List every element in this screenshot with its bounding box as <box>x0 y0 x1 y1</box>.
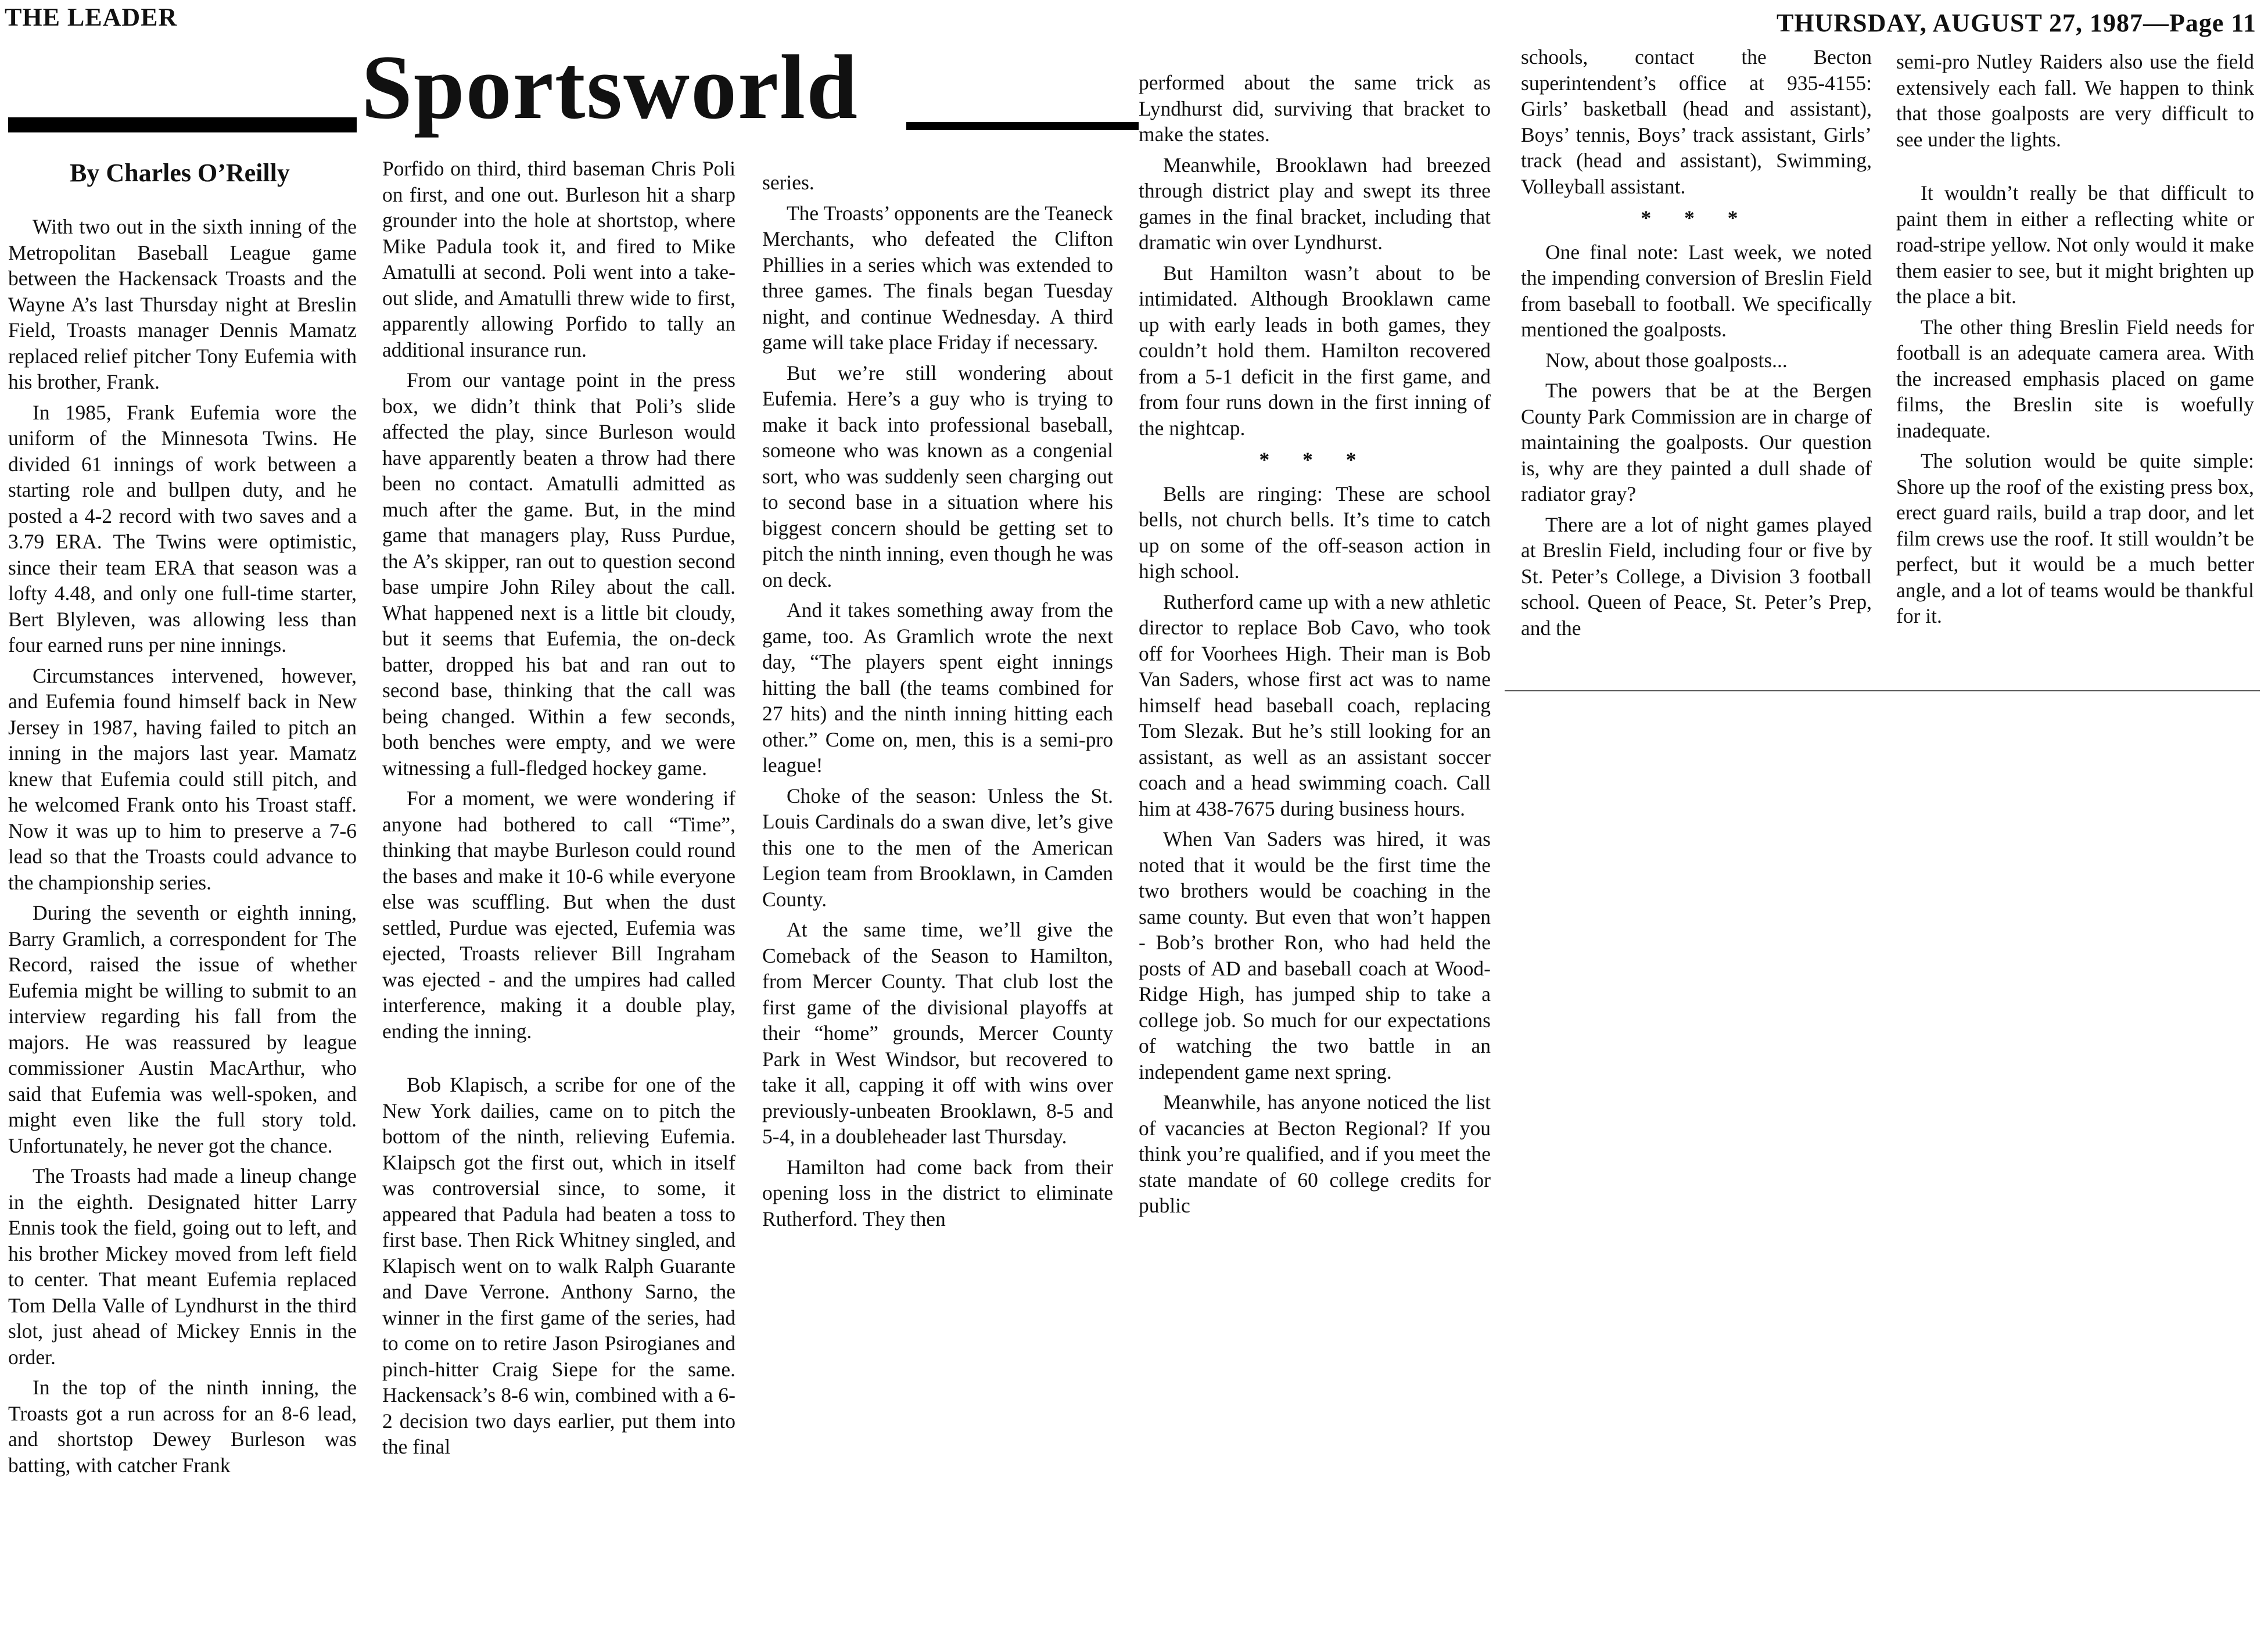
article-end-rule <box>1505 690 2260 691</box>
header-rule-right <box>906 122 1139 130</box>
paragraph: But Hamilton wasn’t about to be intimidated. Although Brooklawn came up with early leads in both games, they couldn’t hold them. Hamilton recovered from a 5-1 deficit in the first game, and from four runs down in the first inning of the nightcap. <box>1139 261 1491 440</box>
article-column-5 <box>1521 44 1872 645</box>
paragraph: The Troasts had made a lineup change in the eighth. Designated hitter Larry Ennis took the field, going out to left, and his brother Mickey moved from left field to center. That meant Eufemia replaced Tom Della Valle of Lyndhurst in the third slot, just ahead of Mickey Ennis in the order. <box>8 1164 357 1369</box>
paragraph: The other thing Breslin Field needs for football is an adequate camera area. With the increased emphasis placed on game films, the Breslin site is woefully inadequate. <box>1896 315 2254 442</box>
paragraph: It wouldn’t really be that difficult to paint them in either a reflecting white or road-stripe yellow. Not only would it make them easier to see, but it might brighten up the place a bit. <box>1896 181 2254 308</box>
paragraph: In the top of the ninth inning, the Troasts got a run across for an 8-6 lead, and shortstop Dewey Burleson was batting, with catcher Frank <box>8 1376 357 1477</box>
masthead-paper-name: THE LEADER <box>5 3 178 31</box>
paragraph: Now, about those goalposts... <box>1545 348 1788 372</box>
section-separator: * * * <box>1259 448 1370 471</box>
paragraph: The solution would be quite simple: Shore up the roof of the existing press box, erect guard rails, build a trap door, and let film crews use the roof. It still wouldn’t be perfect, but it would be a much better angle, and a lot of teams would be thankful for it. <box>1896 449 2254 627</box>
article-column-1 <box>8 214 357 1483</box>
paragraph: There are a lot of night games played at Breslin Field, including four or five by St. Peter’s College, a Division 3 football school. Queen of Peace, St. Peter’s Prep, and the <box>1521 512 1872 640</box>
paragraph: Hamilton had come back from their opening loss in the district to eliminate Rutherford. They then <box>762 1155 1113 1230</box>
paragraph: The powers that be at the Bergen County Park Commission are in charge of maintaining the goalposts. Our question is, why are they painted a dull shade of radiator gray? <box>1521 379 1872 505</box>
paragraph: At the same time, we’ll give the Comeback of the Season to Hamilton, from Mercer County. That club lost the first game of the divisional playoffs at their “home” grounds, Mercer County Park in West Windsor, but recovered to take it all, capping it off with wins over previously-unbeaten Brooklawn, 8-5 and 5-4, in a doubleheader last Thursday. <box>762 918 1113 1148</box>
paragraph: When Van Saders was hired, it was noted that it would be the first time the two brothers would be coaching in the same county. But even that won’t happen - Bob’s brother Ron, who had held the posts of AD and baseball coach at Wood-Ridge High, has jumped ship to take a college job. So much for our expectations of watching the two battle in an independent game next spring. <box>1139 827 1491 1084</box>
paragraph: Meanwhile, has anyone noticed the list of vacancies at Becton Regional? If you think you’re qualified, and if you meet the state mandate of 60 college credits for public <box>1139 1090 1491 1217</box>
paragraph: semi-pro Nutley Raiders also use the field extensively each fall. We happen to think that those goalposts are very difficult to see under the lights. <box>1896 50 2254 151</box>
paragraph: Meanwhile, Brooklawn had breezed through district play and swept its three games in the final bracket, including that dramatic win over Lyndhurst. <box>1139 153 1491 254</box>
paragraph: During the seventh or eighth inning, Barry Gramlich, a correspondent for The Record, raised the issue of whether Eufemia might be willing to submit to an interview regarding his fall from the majors. He was reassured by league commissioner Austin MacArthur, who said that Eufemia was well-spoken, and might even like the full story told. Unfortunately, he never got the chance. <box>8 901 357 1157</box>
paragraph: Porfido on third, third baseman Chris Poli on first, and one out. Burleson hit a sharp grounder into the hole at shortstop, where Mike Padula took it, and fired to Mike Amatulli at second. Poli went into a take-out slide, and Amatulli threw wide to first, apparently allowing Porfido to tally an additional insurance run. <box>382 157 735 361</box>
article-column-3 <box>762 170 1113 1236</box>
paragraph: Bells are ringing: These are school bells, not church bells. It’s time to catch up on some of the off-season action in high school. <box>1139 482 1491 583</box>
paragraph: Bob Klapisch, a scribe for one of the New York dailies, came on to pitch the bottom of the ninth, relieving Eufemia. Klaipsch got the first out, which in itself was controversial since, to some, it appeared that Padula had beaten a toss to first base. Then Rick Whitney singled, and Klapisch went on to walk Ralph Guarante and Dave Verrone. Anthony Sarno, the winner in the first game of the series, had to come on to retire Jason Psirogianes and pinch-hitter Craig Siepe for the same. Hackensack’s 8-6 win, combined with a 6-2 decision two days earlier, put them into the final <box>382 1073 735 1458</box>
section-separator: * * * <box>1641 206 1752 229</box>
paragraph: From our vantage point in the press box, we didn’t think that Poli’s slide affected the play, since Burleson would have apparently beaten a throw had there been no contact. Amatulli admitted as much after the game. But, in the mind game that managers play, Russ Purdue, the A’s skipper, ran out to question second base umpire John Riley about the call. What happened next is a little bit cloudy, but it seems that Eufemia, the on-deck batter, dropped his bat and ran out to second base, thinking that the call was being changed. Within a few seconds, both benches were empty, and we were witnessing a full-fledged hockey game. <box>382 368 735 780</box>
masthead-dateline: THURSDAY, AUGUST 27, 1987—Page 11 <box>1777 9 2256 37</box>
paragraph: Circumstances intervened, however, and Eufemia found himself back in New Jersey in 1987, having failed to pitch an inning in the majors last year. Mamatz knew that Eufemia could still pitch, and he welcomed Frank onto his Troast staff. Now it was up to him to preserve a 7-6 lead so that the Troasts could advance to the championship series. <box>8 663 357 894</box>
paragraph: With two out in the sixth inning of the Metropolitan Baseball League game between the Hackensack Troasts and the Wayne A’s last Thursday night at Breslin Field, Troasts manager Dennis Mamatz replaced relief pitcher Tony Eufemia with his brother, Frank. <box>8 215 357 393</box>
paragraph: For a moment, we were wondering if anyone had bothered to call “Time”, thinking that maybe Burleson could round the bases and make it 10-6 while everyone else was scuffling. But when the dust settled, Purdue was ejected, Eufemia was ejected, Troasts reliever Bill Ingraham was ejected - and the umpires had called interference, making it a double play, ending the inning. <box>382 787 735 1043</box>
paragraph: The Troasts’ opponents are the Teaneck Merchants, who defeated the Clifton Phillies in a series which was extended to three games. The finals began Tuesday night, and continue Wednesday. A third game will take place Friday if necessary. <box>762 201 1113 354</box>
article-column-4 <box>1139 70 1491 1224</box>
paragraph: series. <box>762 171 814 194</box>
column-title: Sportsworld <box>361 37 859 138</box>
paragraph: schools, contact the Becton superintendent’s office at 935-4155: Girls’ basketball (head and assistant), Boys’ tennis, Boys’ track assistant, Girls’ track (head and assistant), Swimming, Volleyball assistant. <box>1521 45 1872 198</box>
article-column-6 <box>1896 49 2254 634</box>
article-column-2 <box>382 156 735 1465</box>
paragraph: Choke of the season: Unless the St. Louis Cardinals do a swan dive, let’s give this one to the men of the American Legion team from Brooklawn, in Camden County. <box>762 784 1113 911</box>
paragraph: performed about the same trick as Lyndhurst did, surviving that bracket to make the states. <box>1139 71 1491 146</box>
paragraph: But we’re still wondering about Eufemia. Here’s a guy who is trying to make it back into professional baseball, someone who was known as a congenial sort, who was suddenly seen charging out to second base in a situation where his biggest concern should be getting set to pitch the ninth inning, even though he was on deck. <box>762 361 1113 591</box>
paragraph: One final note: Last week, we noted the impending conversion of Breslin Field from baseball to football. We specifically mentioned the goalposts. <box>1521 240 1872 341</box>
paragraph: And it takes something away from the game, too. As Gramlich wrote the next day, “The players spent eight innings hitting the ball (the teams combined for 27 hits) and the ninth inning hitting each other.” Come on, men, this is a semi-pro league! <box>762 598 1113 777</box>
header-rule-left <box>8 117 357 132</box>
byline: By Charles O’Reilly <box>70 159 290 187</box>
paragraph: In 1985, Frank Eufemia wore the uniform of the Minnesota Twins. He divided 61 innings of work between a starting role and bullpen duty, and he posted a 4-2 record with two saves and a 3.79 ERA. The Twins were optimistic, since their team ERA that season was a lofty 4.48, and only one full-time starter, Bert Blyleven, was allowing less than four earned runs per nine innings. <box>8 400 357 656</box>
paragraph: Rutherford came up with a new athletic director to replace Bob Cavo, who took off for Voorhees High. Their man is Bob Van Saders, whose first act was to name himself head baseball coach, replacing Tom Slezak. But he’s still looking for an assistant, as well as an assistant soccer coach and a head swimming coach. Call him at 438-7675 during business hours. <box>1139 590 1491 820</box>
